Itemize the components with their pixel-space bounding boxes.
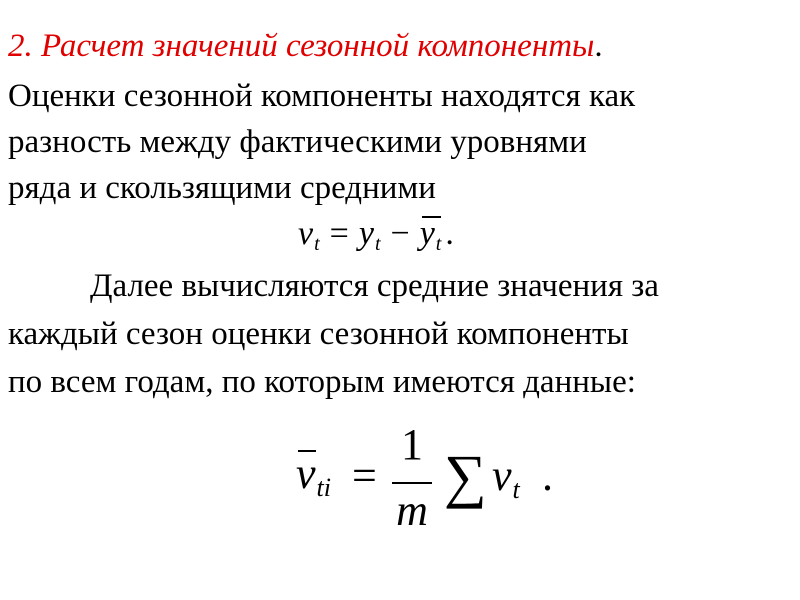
formula2-lhs-var: v (296, 449, 316, 498)
slide-heading (8, 26, 603, 66)
formula1-minus: − (390, 215, 410, 252)
formula2-rhs (492, 450, 520, 505)
formula2-period: . (542, 451, 553, 500)
formula1-term1: y (358, 215, 374, 252)
formula2-rhs-var: v (492, 451, 512, 500)
paragraph2-line1: Далее вычисляются средние значения за (90, 268, 659, 304)
formula2-rhs-sub: t (512, 475, 520, 504)
formula1-term2-sub: t (435, 233, 442, 255)
formula2-denominator: m (396, 486, 428, 535)
formula2-numerator: 1 (401, 420, 423, 469)
formula1-term2-overlined (420, 214, 442, 264)
formula2-lhs (296, 448, 331, 503)
heading-period: . (594, 28, 603, 64)
formula1-equals: = (329, 215, 349, 252)
formula2-lhs-overlined (296, 448, 316, 499)
formula2-equals: = (352, 451, 377, 500)
formula1-lhs-sub: t (314, 233, 320, 255)
formula-seasonal-average (296, 420, 576, 540)
formula-seasonal-deviation (298, 214, 454, 264)
formula2-sum-sign: ∑ (444, 443, 487, 509)
formula1-term1-sub: t (374, 233, 381, 255)
paragraph1-line3: ряда и скользящими средними (8, 170, 436, 206)
formula1-lhs: v (298, 215, 314, 252)
formula2-lhs-sub: ti (316, 473, 331, 502)
formula1-period: . (445, 215, 454, 252)
paragraph1-line2: разность между фактическими уровнями (8, 124, 587, 160)
paragraph2-line2: каждый сезон оценки сезонной компоненты (8, 316, 629, 352)
formula1-term2: y (419, 215, 435, 252)
formula2-fraction-bar (392, 482, 432, 484)
heading-text: 2. Расчет значений сезонной компоненты (8, 28, 595, 64)
paragraph2-line3: по всем годам, по которым имеются данные: (8, 364, 636, 400)
paragraph1-line1: Оценки сезонной компоненты находятся как (8, 78, 636, 114)
